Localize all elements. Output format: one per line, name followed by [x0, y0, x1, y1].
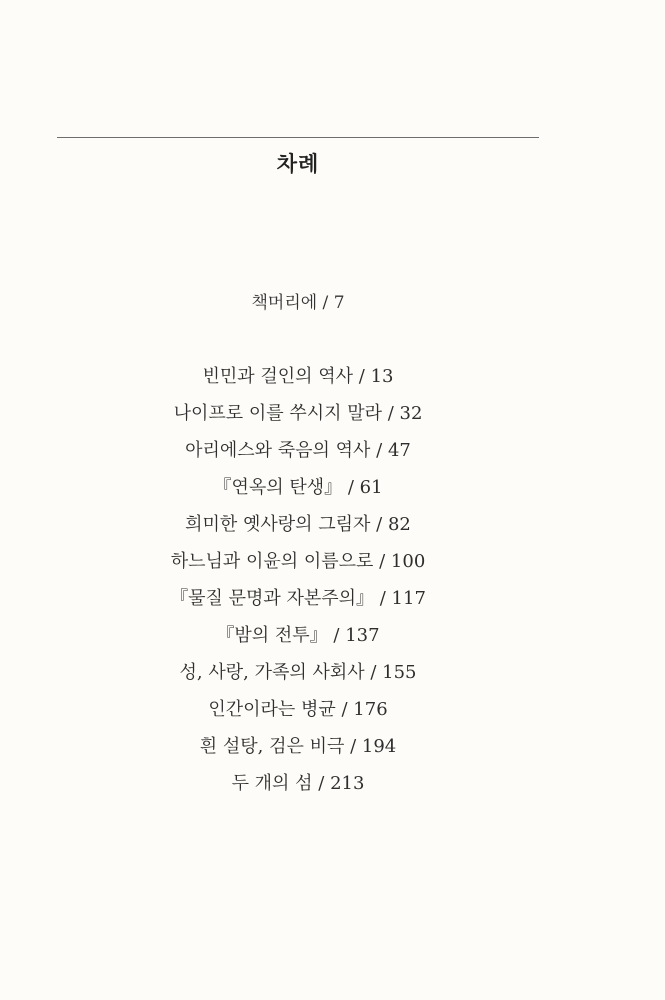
- toc-entry: 나이프로 이를 쑤시지 말라 / 32: [173, 403, 423, 424]
- toc-entry: 인간이라는 병균 / 176: [208, 699, 388, 720]
- table-of-contents: [0, 362, 596, 806]
- toc-entry: 희미한 옛사랑의 그림자 / 82: [185, 514, 411, 535]
- toc-entry: 하느님과 이윤의 이름으로 / 100: [170, 551, 426, 572]
- toc-entry: 빈민과 걸인의 역사 / 13: [202, 366, 394, 387]
- toc-entry: 흰 설탕, 검은 비극 / 194: [199, 736, 397, 757]
- toc-entry: 『연옥의 탄생』 / 61: [213, 477, 383, 498]
- toc-entry: 『물질 문명과 자본주의』 / 117: [170, 588, 426, 609]
- toc-entry: 성, 사랑, 가족의 사회사 / 155: [179, 662, 417, 683]
- toc-entry: 『밤의 전투』 / 137: [216, 625, 380, 646]
- page-title: 차례: [276, 152, 320, 176]
- toc-entry: 아리에스와 죽음의 역사 / 47: [185, 440, 411, 461]
- top-rule: [57, 137, 539, 138]
- toc-preface-entry: 책머리에 / 7: [251, 293, 345, 313]
- toc-entry: 두 개의 섬 / 213: [231, 773, 365, 794]
